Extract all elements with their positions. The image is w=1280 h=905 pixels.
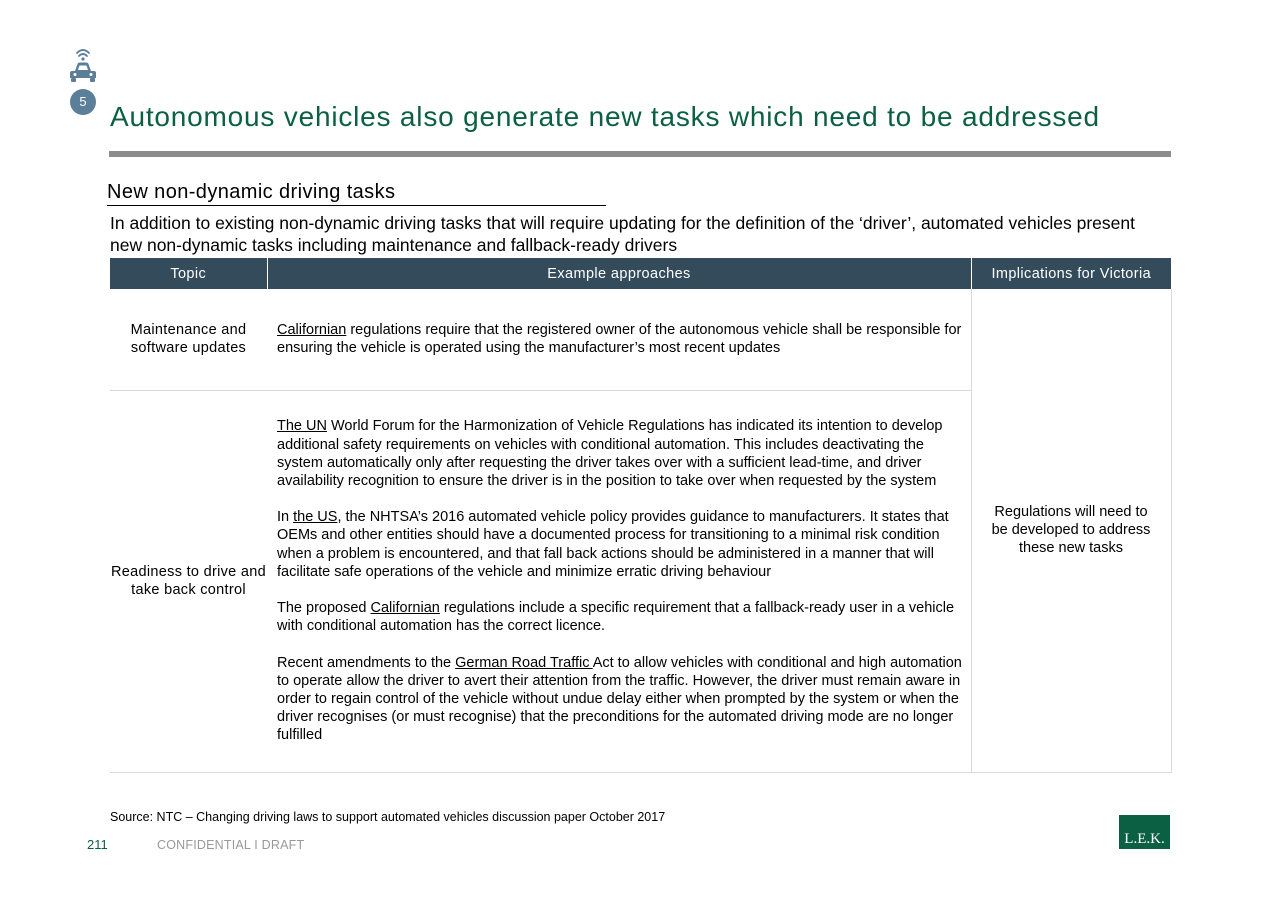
section-subheading: New non-dynamic driving tasks [107,181,606,206]
column-header-approaches: Example approaches [267,258,971,289]
table-header-row [110,258,1171,289]
source-note: Source: NTC – Changing driving laws to support automated vehicles discussion paper October 2017 [110,810,666,824]
approach-paragraph: Californian regulations require that the registered owner of the autonomous vehicle shall be responsible for ensuring the vehicle is operated using the manufacturer’s most recent updates [277,322,962,357]
confidentiality-label: CONFIDENTIAL I DRAFT [157,838,305,852]
implication-cell: Regulations will need to be developed to address these new tasks [971,289,1171,772]
topic-cell: Maintenance and software updates [110,289,267,390]
californian-link[interactable]: Californian [277,322,347,339]
un-link[interactable]: The UN [277,418,327,435]
section-number-badge: 5 [70,89,96,115]
column-header-topic: Topic [110,258,267,289]
approach-paragraph: The UN World Forum for the Harmonization of Vehicle Regulations has indicated its intention to develop additional safety requirements on vehicles with conditional automation. This includes deactivating the system automatically only after requesting the driver takes over with a sufficient lead-time, and driver availability recognition to ensure the driver is in the position to take over when requested by the system [277,418,943,490]
topic-cell: Readiness to drive and take back control [110,390,267,772]
intro-paragraph: In addition to existing non-dynamic driving tasks that will require updating for the definition of the ‘driver’, automated vehicles present new non-dynamic tasks including maintenance and fallback-ready drivers [110,213,1135,255]
californian-link[interactable]: Californian [370,600,440,617]
lek-logo: L.E.K. [1119,815,1170,849]
approach-paragraph: Recent amendments to the German Road Traffic Act to allow vehicles with conditional and high automation to operate allow the driver to avert their attention from the traffic. However, the driver must remain aware in order to regain control of the vehicle without undue delay either when prompted by the system or when the driver recognises (or must recognise) that the preconditions for the automated driving mode are no longer fulfilled [277,654,962,744]
approach-cell [267,289,971,390]
autonomous-car-icon [68,46,98,84]
title-divider [109,151,1171,157]
us-link[interactable]: the US [293,509,338,526]
german-road-traffic-link[interactable]: German Road Traffic [455,654,593,671]
page-number: 211 [87,837,108,852]
tasks-table [110,258,1172,773]
approach-cell [267,390,971,772]
column-header-implications: Implications for Victoria [971,258,1171,289]
approach-paragraph: In the US, the NHTSA’s 2016 automated vehicle policy provides guidance to manufacturers. It states that OEMs and other entities should have a documented process for transitioning to a minimal risk condition when a problem is encountered, and that fall back actions should be administered in a manner that will facilitate safe operations of the vehicle and minimize erratic driving behaviour [277,509,949,580]
approach-paragraph: The proposed Californian regulations include a specific requirement that a fallback-ready user in a vehicle with conditional automation has the correct licence. [277,600,955,635]
table-row [110,289,1171,390]
slide-title: Autonomous vehicles also generate new tasks which need to be addressed [110,101,1100,132]
